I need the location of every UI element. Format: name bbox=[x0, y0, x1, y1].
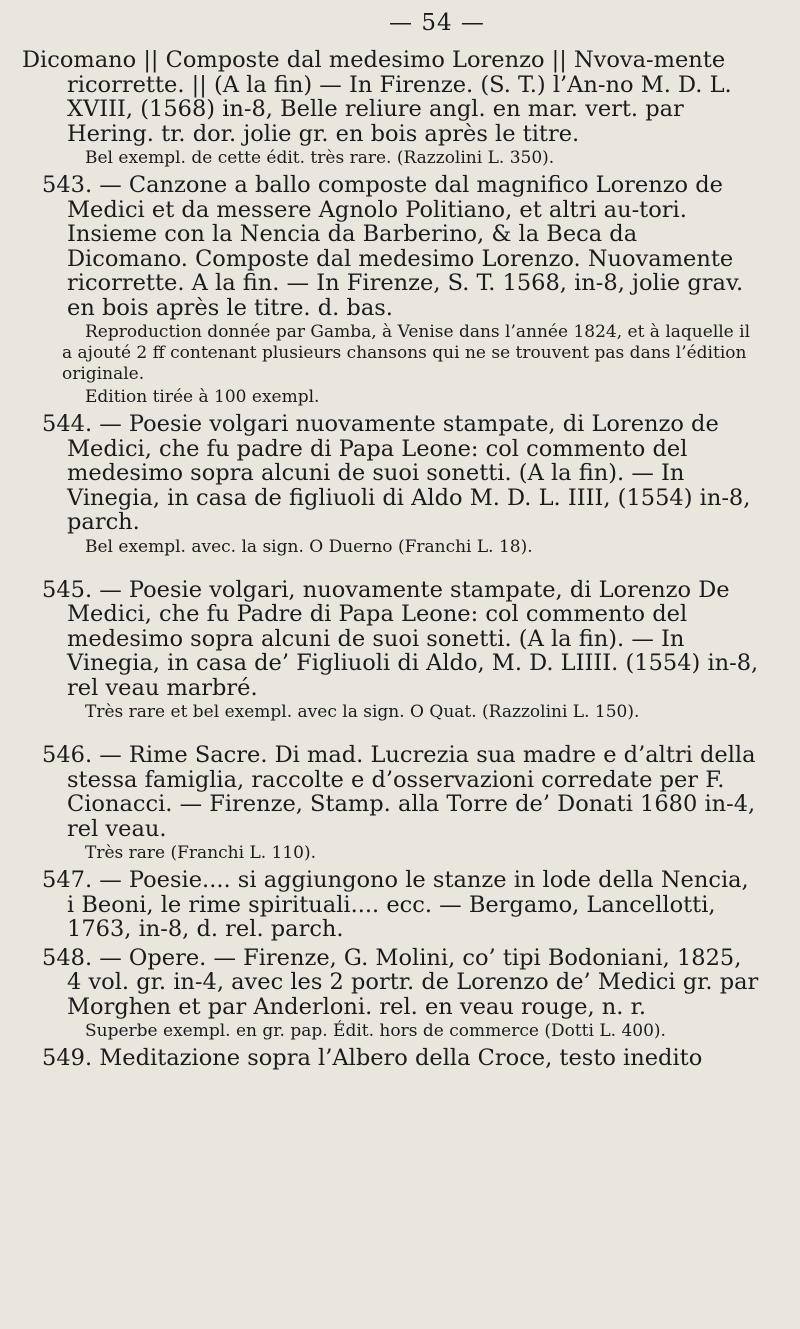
entry-title: 543. — Canzone a ballo composte dal magnifico Lorenzo de Medici et da messere Agnolo Politiano, et altri au-tori. Insieme con la Nencia da Barberino, & la Beca da Dicomano. Composte dal medesimo Lorenzo. Nuovamente ricorrette. A la fin. — In Firenze, S. T. 1568, in-8, jolie grav. en bois après le titre. d. bas. bbox=[42, 172, 744, 321]
entry-note: Reproduction donnée par Gamba, à Venise dans l’année 1824, et à laquelle il a ajouté 2 ff contenant plusieurs chansons qui ne se trouvent pas dans l’édition originale. bbox=[62, 322, 751, 384]
catalog-entry bbox=[22, 578, 762, 724]
catalog-entry bbox=[22, 412, 762, 558]
entry-title: 544. — Poesie volgari nuovamente stampate, di Lorenzo de Medici, che fu padre di Papa Leone: col commento del medesimo sopra alcuni de suoi sonetti. (A la fin). — In Vinegia, in casa de figliuoli di Aldo M. D. L. IIII, (1554) in-8, parch. bbox=[42, 411, 751, 535]
catalog-entry bbox=[22, 946, 762, 1043]
catalog-entry bbox=[22, 173, 762, 408]
page-number: — 54 — bbox=[389, 10, 485, 36]
entry-note: Très rare et bel exempl. avec la sign. O Quat. (Razzolini L. 150). bbox=[85, 702, 640, 722]
entry-title: 549. Meditazione sopra l’Albero della Croce, testo inedito bbox=[42, 1045, 703, 1071]
catalog-entry bbox=[22, 868, 762, 942]
entry-note: Edition tirée à 100 exempl. bbox=[85, 387, 320, 407]
entry-note: Bel exempl. de cette édit. très rare. (Razzolini L. 350). bbox=[85, 148, 555, 168]
entry-note: Superbe exempl. en gr. pap. Édit. hors de commerce (Dotti L. 400). bbox=[85, 1021, 666, 1041]
entry-note: Bel exempl. avec. la sign. O Duerno (Franchi L. 18). bbox=[85, 536, 533, 557]
entry-title: 547. — Poesie.... si aggiungono le stanze in lode della Nencia, i Beoni, le rime spirituali.... ecc. — Bergamo, Lancellotti, 1763, in-8, d. rel. parch. bbox=[42, 867, 749, 942]
entry-title: 545. — Poesie volgari, nuovamente stampate, di Lorenzo De Medici, che fu Padre di Papa Leone: col commento del medesimo sopra alcuni de suoi sonetti. (A la fin). — In Vinegia, in casa de’ Figliuoli di Aldo, M. D. LIIII. (1554) in-8, rel veau marbré. bbox=[42, 576, 759, 701]
catalog-entry bbox=[22, 1046, 762, 1071]
entry-note: Très rare (Franchi L. 110). bbox=[85, 843, 317, 863]
catalog-entry bbox=[22, 743, 762, 864]
catalog-entry bbox=[22, 48, 762, 169]
entry-title: 546. — Rime Sacre. Di mad. Lucrezia sua madre e d’altri della stessa famiglia, raccolte e d’osservazioni corredate per F. Cionacci. — Firenze, Stamp. alla Torre de’ Donati 1680 in-4, rel veau. bbox=[42, 742, 756, 842]
entry-title: 548. — Opere. — Firenze, G. Molini, co’ tipi Bodoniani, 1825, 4 vol. gr. in-4, avec les 2 portr. de Lorenzo de’ Medici gr. par Morghen et par Anderloni. rel. en veau rouge, n. r. bbox=[42, 944, 759, 1020]
entry-title: Dicomano || Composte dal medesimo Lorenzo || Nvova-mente ricorrette. || (A la fin) — In Firenze. (S. T.) l’An-no M. D. L. XVIII, (1568) in-8, Belle reliure angl. en mar. vert. par Hering. tr. dor. jolie gr. en bois après le titre. bbox=[22, 47, 732, 147]
